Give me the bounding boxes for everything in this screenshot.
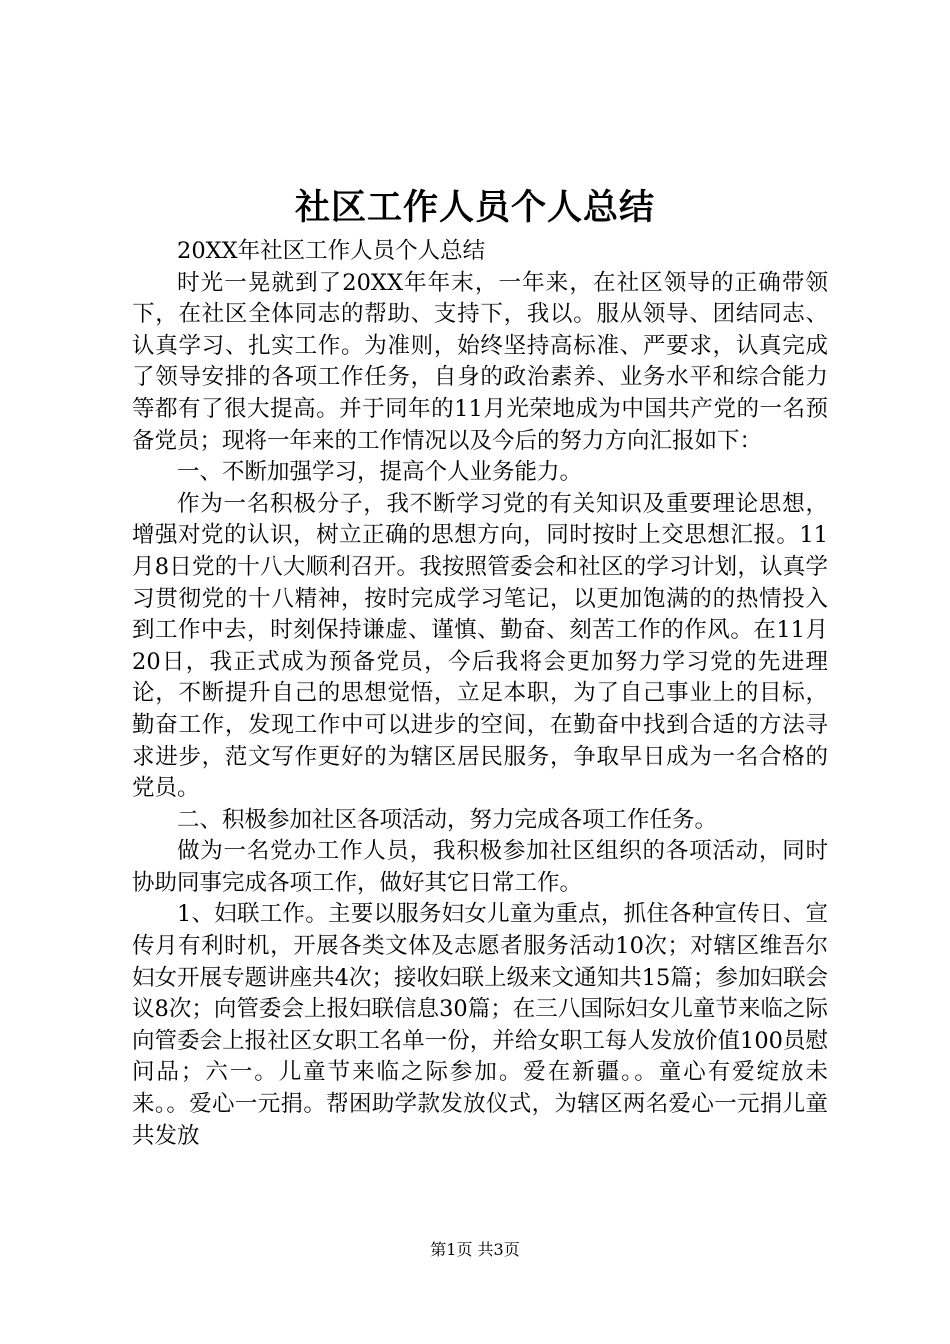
section-heading-1: 一、不断加强学习，提高个人业务能力。 <box>177 459 583 486</box>
paragraph-intro: 时光一晃就到了20XX年年末，一年来，在社区领导的正确带领下，在社区全体同志的帮助、支持下，我以。服从领导、团结同志、认真学习、扎实工作。为准则，始终坚持高标准、严要求，认真完成了领导安排的各项工作任务，自身的政治素养、业务水平和综合能力等都有了很大提高。并于同年的11月光荣地成为中国共产党的一名预备党员；现将一年来的工作情况以及今后的努力方向汇报如下： <box>132 269 828 454</box>
paragraph-subtitle: 20XX年社区工作人员个人总结 <box>177 238 486 264</box>
section-heading-2: 二、积极参加社区各项活动，努力完成各项工作任务。 <box>177 806 718 833</box>
page-footer: 第1页 共3页 <box>430 1240 520 1259</box>
paragraph-womens-federation: 1、妇联工作。主要以服务妇女儿童为重点，抓住各种宣传日、宣传月有利时机，开展各类文体及志愿者服务活动10次；对辖区维吾尔妇女开展专题讲座共4次；接收妇联上级来文通知共15篇；参加妇联会议8次；向管委会上报妇联信息30篇；在三八国际妇女儿童节来临之际向管委会上报社区女职工名单一份，并给女职工每人发放价值100员慰问品；六一。儿童节来临之际参加。爱在新疆。。童心有爱绽放未来。。爱心一元捐。帮困助学款发放仪式，为辖区两名爱心一元捐儿童共发放 <box>132 901 828 1149</box>
paragraph-section-1: 作为一名积极分子，我不断学习党的有关知识及重要理论思想，增强对党的认识，树立正确的思想方向，同时按时上交思想汇报。11月8日党的十八大顺利召开。我按照管委会和社区的学习计划，认真学习贯彻党的十八精神，按时完成学习笔记，以更加饱满的的热情投入到工作中去，时刻保持谦虚、谨慎、勤奋、刻苦工作的作风。在11月20日，我正式成为预备党员，今后我将会更加努力学习党的先进理论，不断提升自己的思想觉悟，立足本职，为了自己事业上的目标，勤奋工作，发现工作中可以进步的空间，在勤奋中找到合适的方法寻求进步，范文写作更好的为辖区居民服务，争取早日成为一名合格的党员。 <box>132 490 828 802</box>
document-body <box>132 236 828 1152</box>
paragraph-section-2: 做为一名党办工作人员，我积极参加社区组织的各项活动，同时协助同事完成各项工作，做好其它日常工作。 <box>132 838 828 896</box>
page-title: 社区工作人员个人总结 <box>294 187 655 228</box>
